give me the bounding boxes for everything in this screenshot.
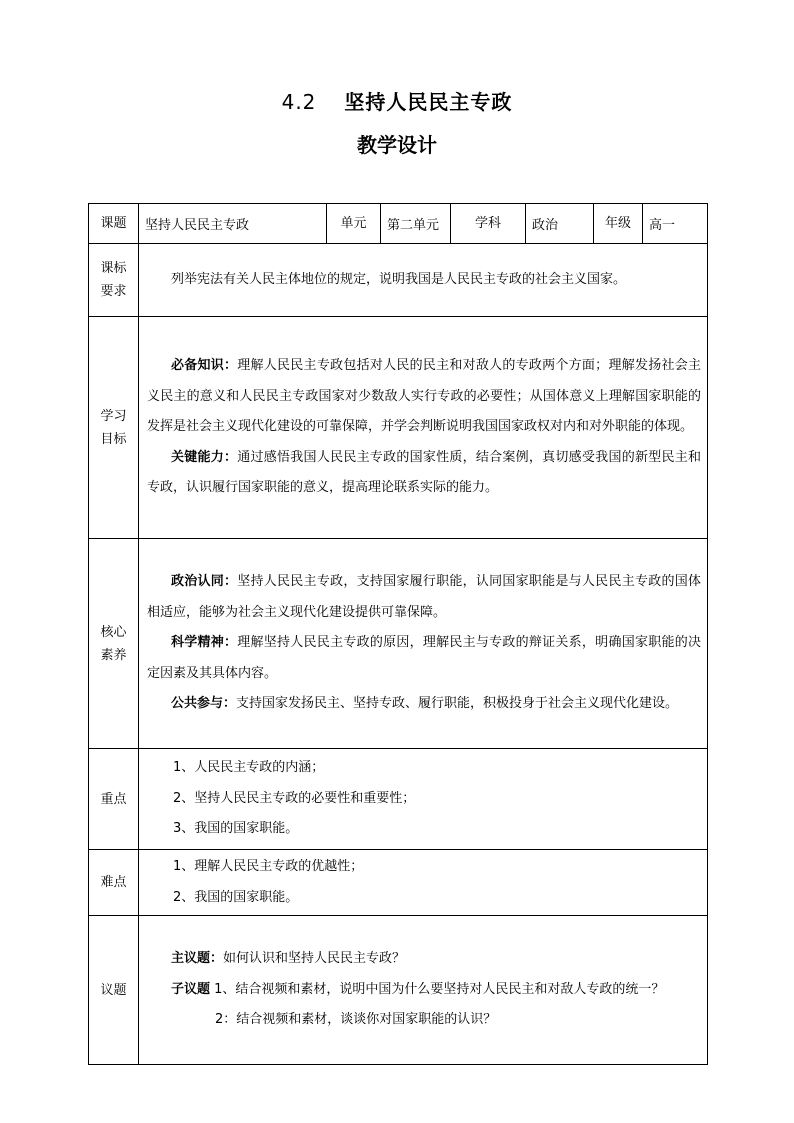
lesson-title: 坚持人民民主专政	[344, 90, 513, 114]
key-point-item: 2、坚持人民民主专政的必要性和重要性；	[173, 790, 416, 806]
issues-row	[89, 916, 708, 1065]
literacy-label-text: 核心 素养	[100, 624, 127, 663]
objectives-label	[89, 317, 139, 539]
main-issue-text: 如何认识和坚持人民民主专政？	[223, 951, 406, 967]
key-points-row	[89, 749, 708, 850]
objectives-heading-2: 关键能力：	[171, 449, 238, 465]
key-point-item: 3、我国的国家职能。	[173, 821, 299, 837]
literacy-heading-2: 科学精神：	[171, 635, 238, 651]
sub-issue-heading: 子议题	[171, 981, 211, 997]
objectives-text-2: 通过感悟我国人民民主专政的国家性质，结合案例，真切感受我国的新型民主和专政，认识履行国家职能的意义，提高理论联系实际的能力。	[147, 449, 701, 496]
objectives-label-text: 学习 目标	[100, 408, 127, 447]
sub-issue-1-text: 1、结合视频和素材，说明中国为什么要坚持对人民民主和对敌人专政的统一？	[214, 981, 665, 997]
topic-value: 坚持人民民主专政	[139, 204, 327, 244]
grade-label: 年级	[594, 204, 643, 244]
section-number: 4.2	[281, 90, 317, 114]
literacy-text-3: 支持国家发扬民主、坚持专政、履行职能，积极投身于社会主义现代化建设。	[236, 696, 679, 712]
literacy-label	[89, 539, 139, 749]
literacy-heading-3: 公共参与：	[171, 696, 237, 712]
objectives-paragraph-1	[147, 351, 701, 443]
standard-label	[89, 244, 139, 317]
literacy-paragraph-2	[147, 628, 701, 689]
document-subtitle: 教学设计	[357, 133, 437, 157]
literacy-content	[139, 539, 708, 749]
difficult-point-item: 2、我国的国家职能。	[173, 889, 299, 905]
difficult-points-content	[139, 850, 708, 916]
literacy-row	[89, 539, 708, 749]
key-point-item: 1、人民民主专政的内涵；	[173, 760, 325, 776]
objectives-paragraph-2	[147, 443, 701, 504]
difficult-point-item: 1、理解人民民主专政的优越性；	[173, 859, 364, 874]
unit-label: 单元	[327, 204, 381, 244]
sub-issue-1	[147, 975, 701, 1006]
objectives-row	[89, 317, 708, 539]
literacy-text-1: 坚持人民民主专政，支持国家履行职能，认同国家职能是与人民民主专政的国体相适应，能够为社会主义现代化建设提供可靠保障。	[147, 574, 701, 620]
literacy-paragraph-3	[147, 689, 701, 720]
sub-issue-2: 2：结合视频和素材，谈谈你对国家职能的认识？	[215, 1012, 497, 1028]
standard-content	[139, 244, 708, 317]
unit-value: 第二单元	[381, 204, 451, 244]
key-points-content	[139, 749, 708, 850]
subject-value: 政治	[526, 204, 594, 244]
literacy-heading-1: 政治认同：	[171, 574, 238, 590]
subject-label: 学科	[451, 204, 526, 244]
topic-label: 课题	[89, 204, 139, 244]
difficult-points-label: 难点	[89, 850, 139, 916]
standard-label-text: 课标 要求	[100, 261, 127, 299]
objectives-text-1: 理解人民民主专政包括对人民的民主和对敌人的专政两个方面；理解发扬社会主义民主的意义和人民民主专政国家对少数敌人实行专政的必要性；从国体意义上理解国家职能的发挥是社会主义现代化建设的可靠保障，并学会判断说明我国国家政权对内和对外职能的体现。	[147, 358, 701, 435]
grade-value: 高一	[643, 204, 708, 244]
literacy-text-2: 理解坚持人民民主专政的原因，理解民主与专政的辩证关系，明确国家职能的决定因素及其具体内容。	[147, 635, 701, 681]
issues-content	[139, 916, 708, 1065]
lesson-plan-table	[88, 203, 708, 1065]
standard-row	[89, 244, 708, 317]
key-points-label: 重点	[89, 749, 139, 850]
issues-label: 议题	[89, 916, 139, 1065]
main-issue-heading: 主议题：	[171, 951, 224, 967]
standard-text: 列举宪法有关人民主体地位的规定，说明我国是人民民主专政的社会主义国家。	[171, 271, 627, 287]
main-issue	[147, 944, 701, 975]
header-row	[89, 204, 708, 244]
objectives-heading-1: 必备知识：	[171, 358, 238, 374]
document-title	[0, 86, 794, 115]
difficult-points-row	[89, 850, 708, 916]
literacy-paragraph-1	[147, 567, 701, 628]
objectives-content	[139, 317, 708, 539]
